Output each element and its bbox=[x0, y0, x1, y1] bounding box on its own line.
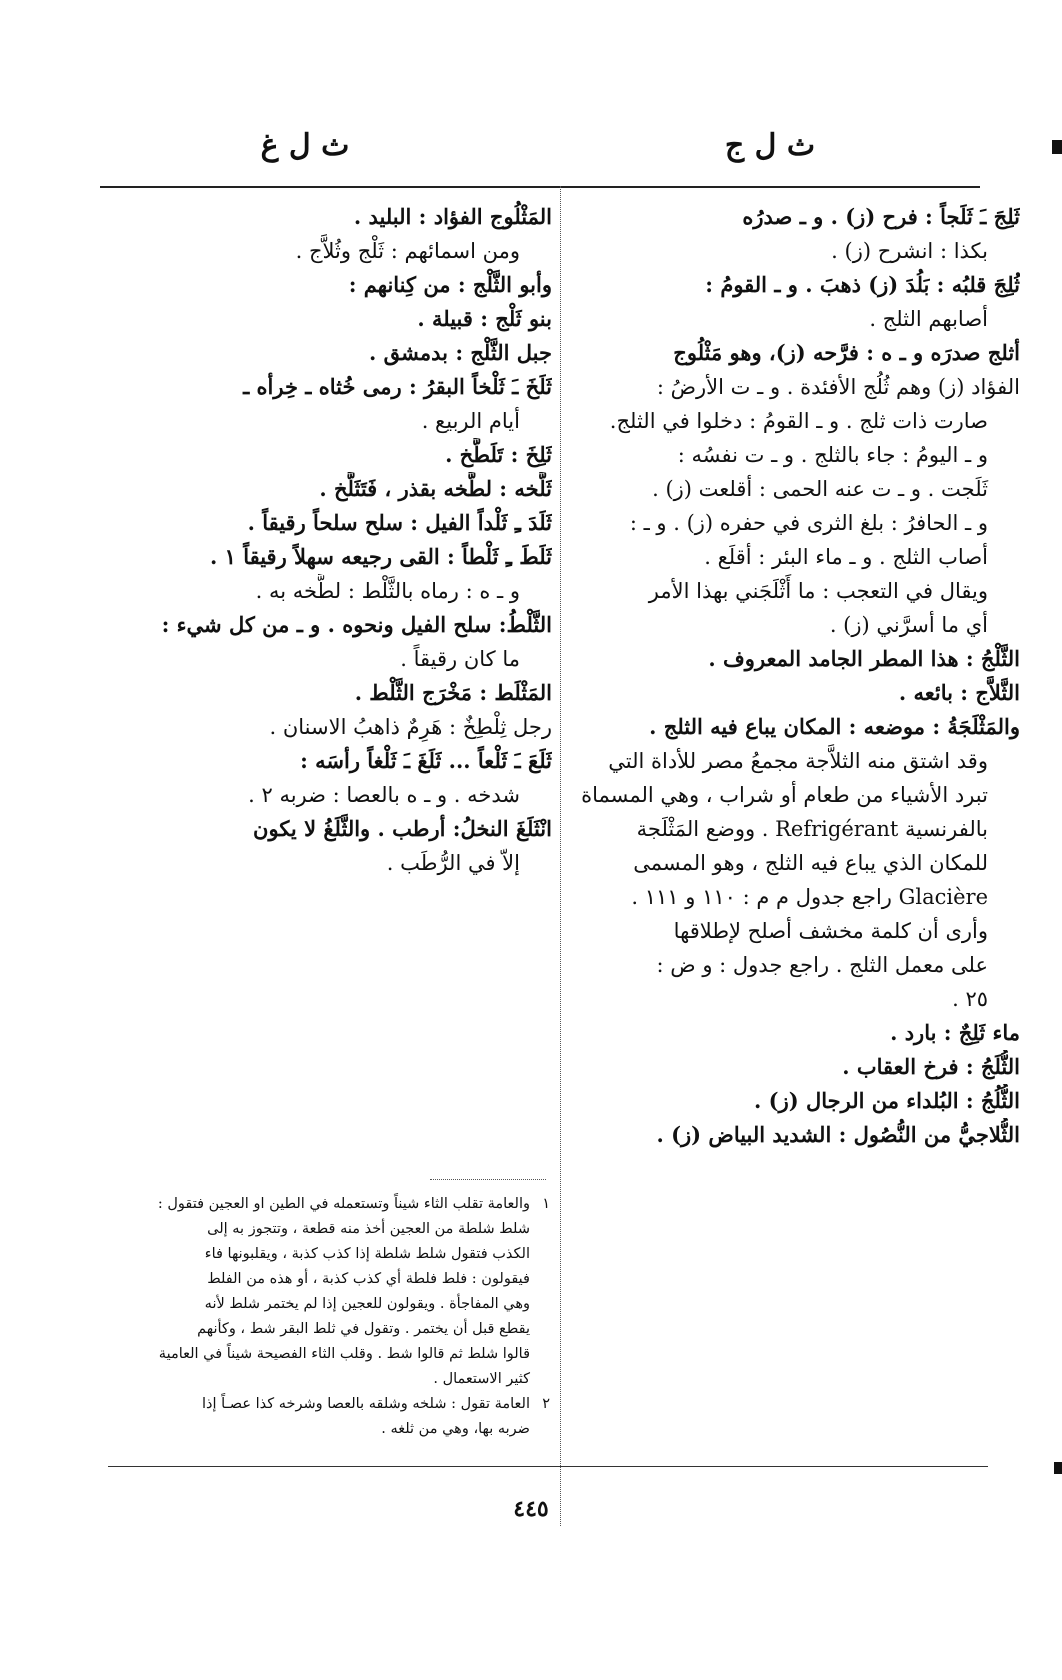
entry-line: ثَلِخَ : تَلَطَّخ . bbox=[445, 442, 552, 467]
footnote-text: وهي المفاجأة . ويقولون للعجين إذا لم يختمر شلط لأنه bbox=[204, 1296, 530, 1312]
entry-line: وأبو الثَّلْج : من كِنانهم : bbox=[348, 272, 552, 297]
footnote-line bbox=[110, 1192, 550, 1217]
entry-line: الثَّلْجُ : هذا المطر الجامد المعروف . bbox=[708, 646, 1020, 671]
footnote-number: ٢ bbox=[542, 1396, 550, 1412]
entry-line: الثُّلَجُ : فرخ العقاب . bbox=[842, 1054, 1020, 1079]
right-column-entries bbox=[550, 200, 1020, 1152]
entry-line: ما كان رقيقاً . bbox=[400, 647, 520, 671]
entry-line: ثَلِجَ ـَ ثَلَجاً : فرح (ز) . و ـ صدرُه bbox=[742, 204, 1020, 229]
footnote-text: كثير الاستعمال . bbox=[433, 1371, 530, 1387]
footnote-line bbox=[110, 1367, 550, 1392]
entry-line: أصاب الثلج . و ـ ماء البئر : أقلَع . bbox=[704, 545, 988, 569]
entry-line: و ـ الحافرُ : بلغ الثرى في حفره (ز) . و ـ : bbox=[629, 511, 988, 535]
entry-line: ثَلَخَ ـَ ثَلْخاً البقرُ : رمى خُثاه ـ خِرأه ـ bbox=[243, 374, 552, 399]
entry-line: المَثْلُوج الفؤاد : البليد . bbox=[353, 204, 552, 229]
entry-line: بنو ثَلْج : قبيلة . bbox=[417, 306, 552, 331]
entry-line: ثُلِجَ قلبُه : بَلُدَ (ز) ذهبَ . و ـ القومُ : bbox=[705, 272, 1020, 297]
entry-line: صارت ذات ثلج . و ـ القومُ : دخلوا في الثلج. bbox=[609, 409, 988, 433]
footnote-text: العامة تقول : شلخه وشلقه بالعصا وشرخه كذا عصـاً إذا bbox=[201, 1396, 530, 1412]
footnote-line bbox=[110, 1417, 550, 1442]
footnote-text: الكذب فتقول شلط شلطة إذا كذب كذبة ، ويقلبونها فاء bbox=[204, 1246, 530, 1262]
page-number: ٤٤٥ bbox=[513, 1496, 549, 1522]
left-column-root-header: ث ل غ bbox=[260, 128, 350, 163]
header-rule bbox=[100, 186, 980, 188]
footnote-line bbox=[110, 1392, 550, 1417]
entry-line: رجل ثِلْطِخٌ : هَرِمٌ ذاهبُ الاسنان . bbox=[269, 715, 552, 739]
footnote-text: والعامة تقلب الثاء شيناً وتستعمله في الطين او العجين فتقول : bbox=[157, 1196, 530, 1212]
entry-line: ثَلَطَ ـِ ثَلْطاً : القى رجيعه سهلاً رقيقاً ١ . bbox=[209, 544, 552, 569]
entry-line: ماء ثَلِجٌ : بارد . bbox=[890, 1020, 1020, 1045]
entry-line: ثَلَّخه : لطَّخه بقذر ، فَتَثَلَّخ . bbox=[319, 476, 552, 501]
entry-line: بكذا : انشرح (ز) . bbox=[831, 239, 988, 263]
entry-line: أي ما أسرَّني (ز) . bbox=[829, 613, 988, 637]
entry-line: المَثْلَط : مَخْرَج الثَّلْط . bbox=[354, 680, 552, 705]
entry-line: بالفرنسية Refrigérant . ووضع المَثْلَجة bbox=[636, 817, 988, 841]
footnote-text: قالوا شلط ثم قالوا شط . وقلب الثاء الفصيحة شيناً في العامية bbox=[158, 1346, 530, 1362]
footnote-text: فيقولون : فلط فلطة أي كذب كذبة ، أو هذه من الفلط bbox=[207, 1271, 530, 1287]
entry-line: الثُّلُجُ : البُلداء من الرجال (ز) . bbox=[754, 1088, 1020, 1113]
entry-line: ويقال في التعجب : ما أَثْلَجَني بهذا الأمر bbox=[648, 579, 988, 603]
footnote-line bbox=[110, 1342, 550, 1367]
entry-line: و ـ ه : رماه بالثَّلْط : لطَّخه به . bbox=[255, 579, 520, 603]
entry-line: جبل الثَّلْج : بدمشق . bbox=[369, 340, 552, 365]
entry-line: ثَلَجت . و ـ ت عنه الحمى : أقلعت (ز) . bbox=[652, 477, 988, 501]
footnote-line bbox=[110, 1292, 550, 1317]
entry-line: و ـ اليومُ : جاء بالثلج . و ـ ت نفسُه : bbox=[677, 443, 988, 467]
entry-line: الثَّلاَّج : بائعه . bbox=[898, 680, 1020, 705]
entry-line: ٢٥ . bbox=[952, 987, 988, 1011]
footnote-rule bbox=[430, 1179, 546, 1180]
footnote-line bbox=[110, 1242, 550, 1267]
footer-rule bbox=[108, 1466, 988, 1467]
entry-line: على معمل الثلج . راجع جدول : و ض : bbox=[656, 953, 988, 977]
edge-mark-top-right bbox=[1052, 140, 1062, 154]
entry-line: شدخه . و ـ ه بالعصا : ضربه ٢ . bbox=[248, 783, 520, 807]
entry-line: الفؤاد (ز) وهم ثُلُج الأفئدة . و ـ ت الأرضُ : bbox=[656, 375, 1020, 399]
right-column-root-header: ث ل ج bbox=[724, 128, 816, 163]
entry-line: تبرد الأشياء من طعام أو شراب ، وهي المسماة bbox=[581, 783, 988, 807]
entry-line: أصابهم الثلج . bbox=[869, 307, 988, 331]
footnote-text: ضربه بها، وهي من ثلغه . bbox=[381, 1421, 530, 1437]
entry-line: أيام الربيع . bbox=[421, 409, 520, 433]
entry-line: انْثَلَغَ النخلُ: أرطب . والثَّلَغُ لا يكون bbox=[253, 816, 552, 841]
entry-line: للمكان الذي يباع فيه الثلج ، وهو المسمى bbox=[633, 851, 988, 875]
entry-line: ثَلَدَ ـِ ثَلْداً الفيل : سلح سلحاً رقيقاً . bbox=[247, 510, 552, 535]
entry-line: الثَّلْطُ: سلح الفيل ونحوه . و ـ من كل شيء : bbox=[161, 612, 552, 637]
entry-line: إلاّ في الرُّطَب . bbox=[386, 851, 520, 875]
left-column-entries bbox=[122, 200, 552, 880]
footnote-line bbox=[110, 1267, 550, 1292]
entry-line: ومن اسمائهم : ثَلْج وثُلاَّج . bbox=[295, 239, 520, 263]
footnote-number: ١ bbox=[542, 1196, 550, 1212]
footnotes bbox=[110, 1192, 550, 1442]
entry-line: الثُّلاجيُّ من النُّصُول : الشديد البياض (ز) . bbox=[656, 1122, 1020, 1147]
entry-line: وأرى أن كلمة مخشف أصلح لإطلاقها bbox=[673, 919, 988, 943]
footnote-text: شلط شلطة من العجين أخذ منه قطعة ، وتتجوز به إلى bbox=[207, 1221, 530, 1237]
footnote-line bbox=[110, 1317, 550, 1342]
entry-line: وقد اشتق منه الثلاَّجة مجمعُ مصر للأداة التي bbox=[608, 749, 988, 773]
footnote-line bbox=[110, 1217, 550, 1242]
entry-line: والمَثْلَجَةُ : موضعه : المكان يباع فيه الثلج . bbox=[649, 714, 1020, 739]
footnote-text: يقطع قبل أن يختمر . وتقول في ثلط البقر شط ، وكأنهم bbox=[197, 1321, 530, 1337]
entry-line: ثَلَعَ ـَ ثَلْعاً ... ثَلَغَ ـَ ثَلْغاً رأسَه : bbox=[300, 748, 552, 773]
entry-line: Glacière راجع جدول م م : ١١٠ و ١١١ . bbox=[631, 885, 988, 909]
entry-line: أثلج صدرَه و ـ ه : فرَّحه (ز)، وهو مَثْلُوج bbox=[673, 340, 1020, 365]
edge-mark-bottom-right bbox=[1054, 1462, 1062, 1474]
